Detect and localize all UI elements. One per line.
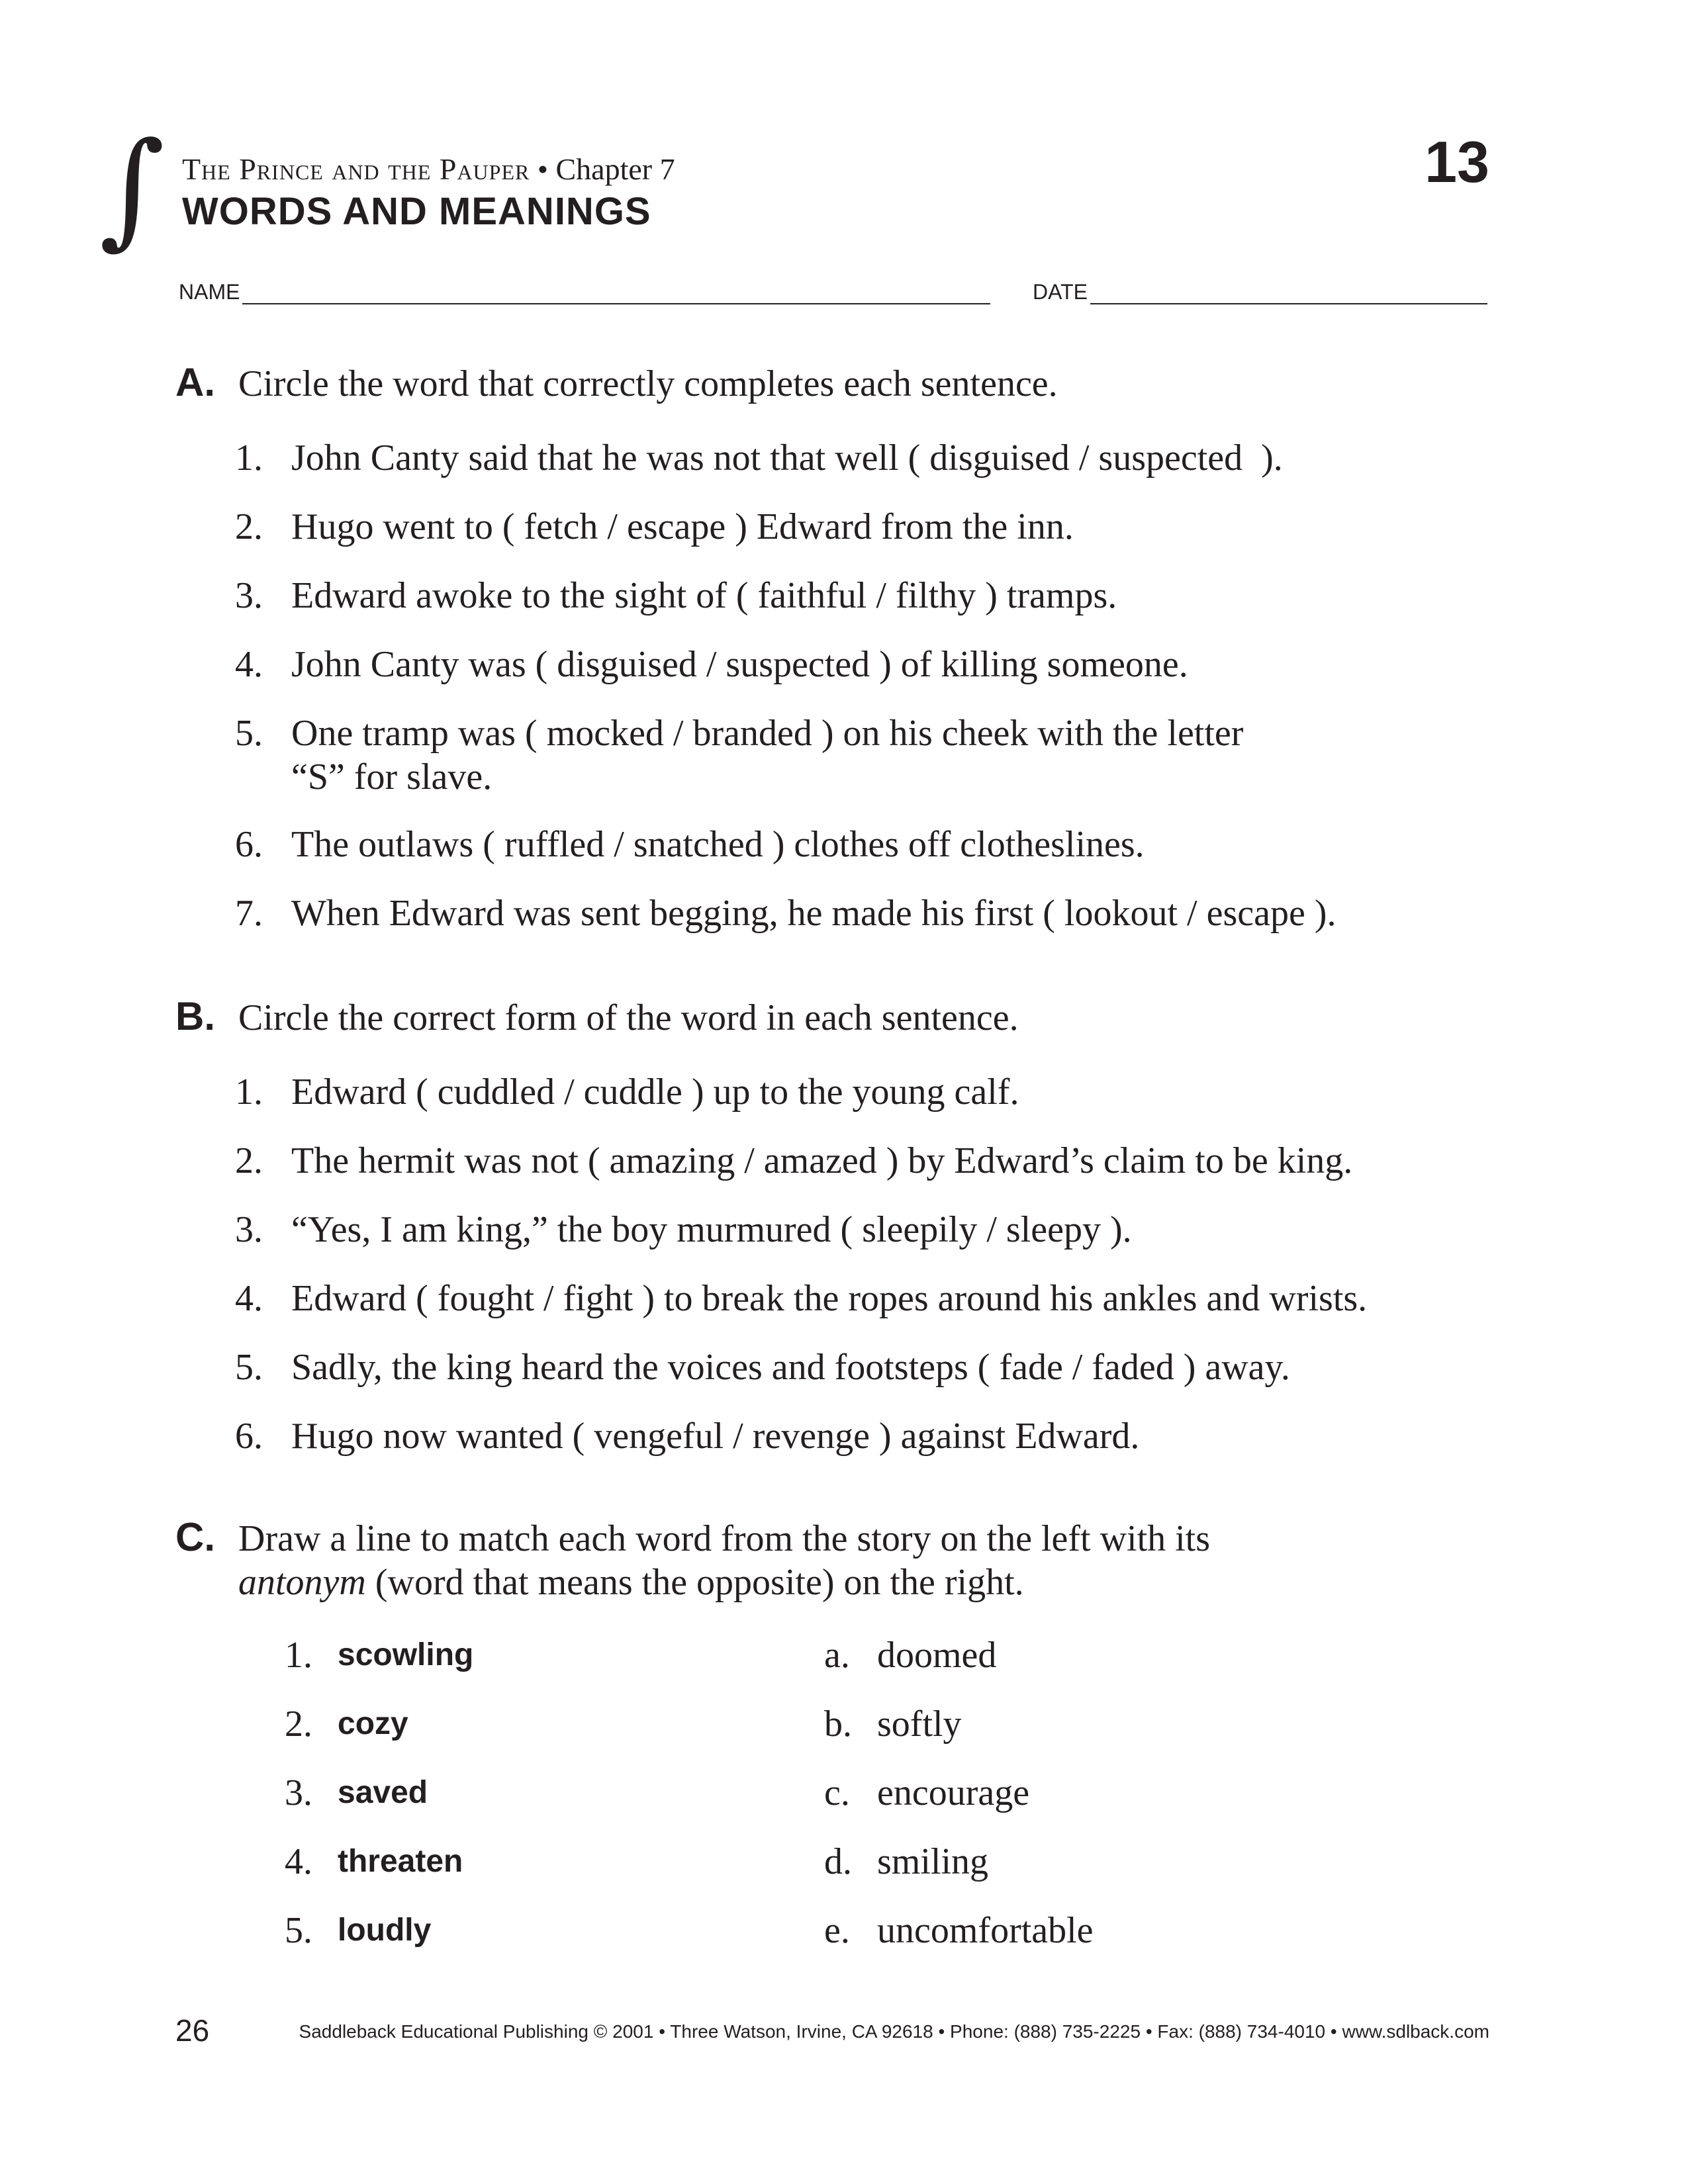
item-text: Edward ( fought / fight ) to break the ropes around his ankles and wrists.	[291, 1278, 1368, 1319]
list-item[interactable]	[235, 1345, 1513, 1414]
item-text: The hermit was not ( amazing / amazed ) by Edward’s claim to be king.	[291, 1140, 1353, 1181]
list-item[interactable]	[235, 1139, 1513, 1208]
antonym-option[interactable]: softly	[877, 1704, 962, 1745]
date-field[interactable]	[1090, 278, 1487, 304]
right-letter: e.	[824, 1910, 850, 1951]
title-separator: •	[537, 152, 548, 186]
match-row	[285, 1909, 1410, 1978]
name-label: NAME	[179, 280, 240, 304]
item-number: 4.	[235, 1278, 263, 1319]
item-text: One tramp was ( mocked / branded ) on his cheek with the letter “S” for slave.	[291, 713, 1244, 797]
item-text: Hugo went to ( fetch / escape ) Edward from the inn.	[291, 506, 1074, 547]
list-item[interactable]	[235, 1070, 1513, 1139]
date-label: DATE	[1033, 280, 1088, 304]
antonym-option[interactable]: encourage	[877, 1772, 1030, 1813]
right-letter: c.	[824, 1772, 850, 1813]
date-field-row	[1033, 271, 1487, 304]
left-number: 4.	[285, 1841, 312, 1882]
page-title: WORDS AND MEANINGS	[182, 190, 651, 233]
list-item[interactable]	[235, 823, 1513, 891]
item-number: 1.	[235, 1071, 263, 1113]
matching-list	[285, 1633, 1410, 1978]
story-word[interactable]: threaten	[338, 1844, 463, 1879]
left-number: 2.	[285, 1704, 312, 1745]
antonym-option[interactable]: smiling	[877, 1841, 989, 1882]
section-c	[175, 1516, 1513, 1604]
section-a-letter: A.	[175, 360, 215, 404]
page-number: 26	[175, 2013, 210, 2048]
antonym-option[interactable]: doomed	[877, 1635, 997, 1676]
antonym-term: antonym	[238, 1562, 366, 1603]
item-text: Hugo now wanted ( vengeful / revenge ) against Edward.	[291, 1416, 1140, 1457]
match-row	[285, 1840, 1410, 1909]
left-number: 1.	[285, 1635, 312, 1676]
section-c-header	[175, 1516, 1513, 1561]
item-number: 3.	[235, 1209, 263, 1250]
item-text: Sadly, the king heard the voices and footsteps ( fade / faded ) away.	[291, 1347, 1290, 1388]
story-word[interactable]: loudly	[338, 1913, 432, 1948]
item-number: 5.	[235, 1347, 263, 1388]
item-number: 1.	[235, 437, 263, 478]
right-letter: d.	[824, 1841, 852, 1882]
right-letter: a.	[824, 1635, 850, 1676]
publisher-info: Saddleback Educational Publishing © 2001 • Three Watson, Irvine, CA 92618 • Phone: (888) 735-2225 • Fax: (888) 734-4010 • www.sdlback.com	[299, 2021, 1489, 2042]
item-number: 6.	[235, 824, 263, 865]
list-item[interactable]	[235, 436, 1513, 505]
name-field[interactable]	[242, 278, 990, 304]
list-item[interactable]	[235, 1414, 1513, 1483]
left-number: 5.	[285, 1910, 312, 1951]
item-number: 5.	[235, 713, 263, 754]
list-item[interactable]	[235, 711, 1513, 823]
item-text: Edward awoke to the sight of ( faithful / filthy ) tramps.	[291, 575, 1117, 616]
item-text: John Canty was ( disguised / suspected ) of killing someone.	[291, 644, 1188, 685]
list-item[interactable]	[235, 505, 1513, 574]
item-number: 2.	[235, 1140, 263, 1181]
name-field-row	[179, 271, 990, 304]
worksheet-number: 13	[1425, 129, 1489, 195]
story-word[interactable]: scowling	[338, 1637, 474, 1672]
item-text: John Canty said that he was not that well ( disguised / suspected ).	[291, 437, 1283, 478]
antonym-option[interactable]: uncomfortable	[877, 1910, 1094, 1951]
publisher-logo: ∫	[99, 115, 165, 261]
item-number: 7.	[235, 893, 263, 934]
list-item[interactable]	[235, 574, 1513, 643]
match-row	[285, 1633, 1410, 1702]
list-item[interactable]	[235, 643, 1513, 711]
item-number: 4.	[235, 644, 263, 685]
left-number: 3.	[285, 1772, 312, 1813]
section-a-instruction: Circle the word that correctly completes each sentence.	[238, 363, 1058, 404]
section-c-instruction-line2	[175, 1561, 1513, 1604]
section-c-letter: C.	[175, 1515, 215, 1559]
list-item[interactable]	[235, 1277, 1513, 1345]
item-number: 6.	[235, 1416, 263, 1457]
section-b-header	[175, 995, 1513, 1040]
book-title: The Prince and the Pauper	[182, 152, 530, 186]
list-item[interactable]	[235, 1208, 1513, 1277]
story-word[interactable]: saved	[338, 1775, 428, 1810]
series-title	[182, 151, 675, 188]
section-c-instruction-line1: Draw a line to match each word from the story on the left with its	[238, 1518, 1211, 1559]
item-text: When Edward was sent begging, he made his first ( lookout / escape ).	[291, 893, 1336, 934]
item-text: Edward ( cuddled / cuddle ) up to the young calf.	[291, 1071, 1019, 1113]
section-b	[175, 995, 1513, 1483]
item-text: “Yes, I am king,” the boy murmured ( sleepily / sleepy ).	[291, 1209, 1132, 1250]
item-number: 3.	[235, 575, 263, 616]
item-text: The outlaws ( ruffled / snatched ) clothes off clotheslines.	[291, 824, 1145, 865]
chapter-label: Chapter 7	[555, 152, 675, 186]
antonym-definition: (word that means the opposite) on the right.	[365, 1562, 1024, 1603]
list-item[interactable]	[235, 891, 1513, 960]
section-a	[175, 361, 1513, 960]
right-letter: b.	[824, 1704, 852, 1745]
match-row	[285, 1771, 1410, 1840]
section-b-instruction: Circle the correct form of the word in each sentence.	[238, 997, 1019, 1038]
section-a-header	[175, 361, 1513, 406]
match-row	[285, 1702, 1410, 1771]
section-b-letter: B.	[175, 994, 215, 1038]
story-word[interactable]: cozy	[338, 1706, 408, 1741]
item-number: 2.	[235, 506, 263, 547]
